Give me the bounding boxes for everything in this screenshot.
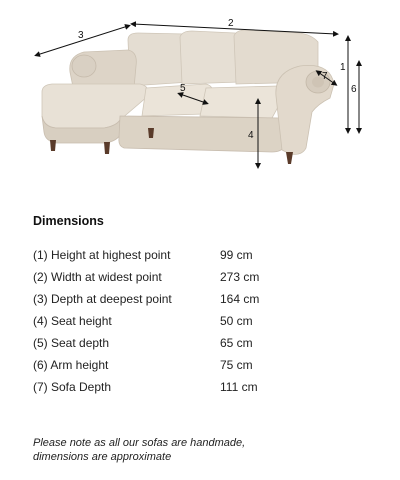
dimension-label: (2) Width at widest point	[33, 270, 162, 284]
dimension-row-sofa-depth	[33, 376, 353, 398]
dimension-row-seat-depth	[33, 332, 353, 354]
dimension-label: (5) Seat depth	[33, 336, 110, 350]
dimension-value: 50 cm	[220, 314, 253, 328]
marker-7: 7	[322, 71, 328, 82]
sofa-diagram	[0, 0, 400, 200]
dimension-value: 111 cm	[220, 380, 258, 394]
marker-5: 5	[180, 83, 186, 94]
dimension-row-height	[33, 244, 353, 266]
sofa-illustration	[0, 0, 400, 200]
dimension-label: (1) Height at highest point	[33, 248, 171, 262]
dimension-label: (3) Depth at deepest point	[33, 292, 172, 306]
note-line-1: Please note as all our sofas are handmade,	[33, 437, 246, 449]
dimension-label: (6) Arm height	[33, 358, 109, 372]
dimensions-table	[33, 244, 353, 398]
marker-3: 3	[78, 30, 84, 41]
dimension-row-depth	[33, 288, 353, 310]
marker-1: 1	[340, 62, 346, 73]
dimension-row-width	[33, 266, 353, 288]
dimension-value: 273 cm	[220, 270, 260, 284]
dimension-label: (7) Sofa Depth	[33, 380, 112, 394]
dimension-row-arm-height	[33, 354, 353, 376]
marker-2: 2	[228, 18, 234, 29]
dimension-value: 164 cm	[220, 292, 260, 306]
marker-4: 4	[248, 130, 254, 141]
dimension-value: 65 cm	[220, 336, 253, 350]
dimension-row-seat-height	[33, 310, 353, 332]
note-line-2: dimensions are approximate	[33, 451, 172, 463]
marker-6: 6	[351, 84, 357, 95]
handmade-note	[33, 436, 353, 464]
dimensions-title: Dimensions	[33, 214, 104, 228]
dimension-label: (4) Seat height	[33, 314, 112, 328]
dimension-value: 75 cm	[220, 358, 253, 372]
dimension-value: 99 cm	[220, 248, 253, 262]
